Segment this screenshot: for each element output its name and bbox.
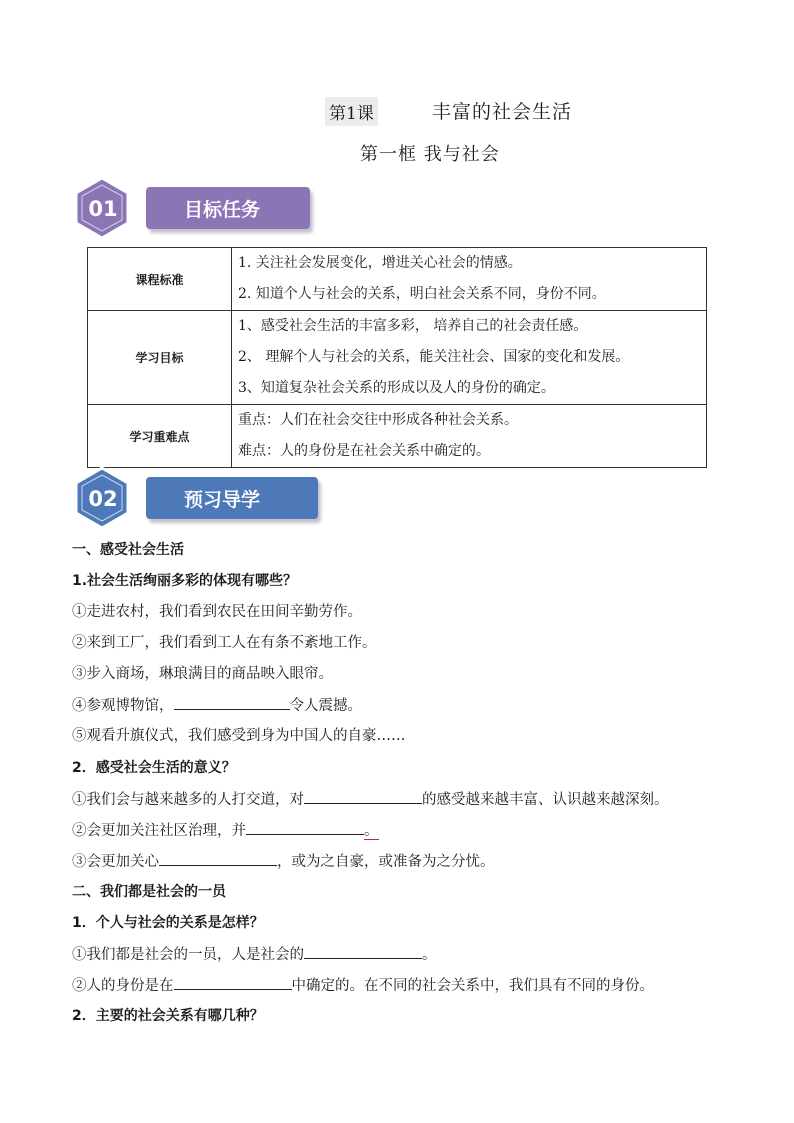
text: ，或为之自豪，或准备为之分忧。 [277,854,495,870]
question-3: 1．个人与社会的关系是怎样？ [72,915,264,931]
row-line: 2、 理解个人与社会的关系，能关注社会、国家的变化和发展。 [238,349,630,365]
section-number-badge [70,466,134,530]
text: 令人震撼。 [289,698,362,714]
fill-blank[interactable] [304,944,422,959]
table-row [88,248,707,311]
row-line: 1. 关注社会发展变化，增进关心社会的情感。 [238,255,522,271]
lesson-subtitle: 第一框 我与社会 [360,144,500,165]
fill-blank[interactable] [174,975,292,990]
row-content [232,405,707,468]
text: 。 [422,947,437,963]
row-header: 学习重难点 [88,405,232,468]
row-header: 学习目标 [88,311,232,405]
table-row [88,405,707,468]
text: ①我们会与越来越多的人打交道，对 [72,792,304,808]
row-line: 1、感受社会生活的丰富多彩， 培养自己的社会责任感。 [238,318,588,334]
list-item: ⑤观看升旗仪式，我们感受到身为中国人的自豪…… [72,728,406,744]
lesson-title: 丰富的社会生活 [432,101,573,123]
heading-1: 一、感受社会生活 [72,542,184,558]
question-4: 2．主要的社会关系有哪几种？ [72,1008,264,1024]
list-item [72,944,437,965]
list-item [72,695,362,716]
section-number-badge [70,176,134,240]
heading-2: 二、我们都是社会的一员 [72,884,226,900]
row-header: 课程标准 [88,248,232,311]
list-item [72,851,495,872]
table-row [88,311,707,405]
row-content [232,248,707,311]
section-banner-goals [146,187,310,229]
text: ②会更加关注社区治理，并 [72,823,246,839]
fill-blank[interactable] [246,820,364,835]
row-line: 3、知道复杂社会关系的形成以及人的身份的确定。 [238,380,555,396]
section-label: 预习导学 [184,488,261,511]
section-label: 目标任务 [184,198,261,221]
text: ④参观博物馆， [72,698,174,714]
question-1: 1.社会生活绚丽多彩的体现有哪些？ [72,573,298,589]
list-item: ①走进农村，我们看到农民在田间辛勤劳作。 [72,604,362,620]
text: 中确定的。在不同的社会关系中，我们具有不同的身份。 [291,978,654,994]
fill-blank[interactable] [159,851,277,866]
text: ①我们都是社会的一员，人是社会的 [72,947,304,963]
row-content [232,311,707,405]
list-item [72,975,654,996]
list-item [72,820,379,841]
section-number: 01 [88,197,118,221]
section-number: 02 [88,487,118,511]
text: ③会更加关心 [72,854,159,870]
fill-blank[interactable] [304,789,422,804]
goals-table [87,247,707,468]
row-line: 重点：人们在社会交往中形成各种社会关系。 [238,412,518,428]
text: ②人的身份是在 [72,978,174,994]
row-line: 2. 知道个人与社会的关系，明白社会关系不同，身份不同。 [238,286,606,302]
section-banner-preview [146,477,318,519]
list-item: ②来到工厂，我们看到工人在有条不紊地工作。 [72,635,377,651]
list-item [72,789,669,810]
lesson-number: 第1课 [325,97,378,126]
fill-blank[interactable] [174,695,290,710]
row-line: 难点：人的身份是在社会关系中确定的。 [238,443,490,459]
text: 的感受越来越丰富、认识越来越深刻。 [422,792,669,808]
text: 。 [364,823,379,839]
question-2: 2．感受社会生活的意义？ [72,760,236,776]
list-item: ③步入商场，琳琅满目的商品映入眼帘。 [72,666,333,682]
